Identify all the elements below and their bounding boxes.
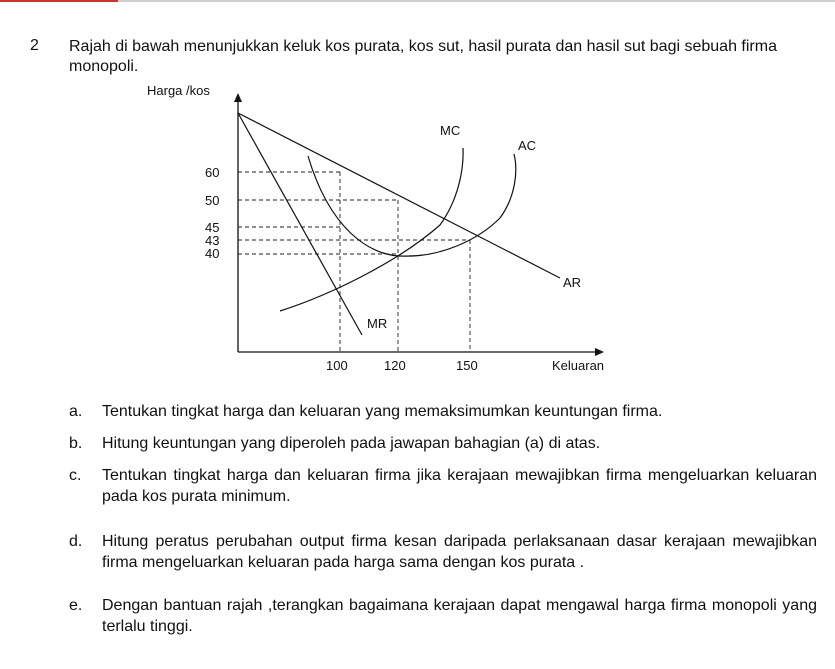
y-tick-50: 50: [205, 193, 220, 208]
ac-curve: [308, 154, 516, 256]
sub-question-label: d.: [69, 533, 83, 550]
x-tick-150: 150: [456, 358, 478, 373]
sub-question-a: [69, 401, 817, 422]
mr-curve: [238, 113, 362, 335]
question-number: 2: [30, 37, 39, 54]
sub-question-c: [69, 465, 817, 507]
sub-question-d: [69, 531, 817, 573]
ac-label: AC: [518, 138, 537, 153]
x-axis-arrow: [595, 348, 604, 356]
x-axis-label: Keluaran: [552, 358, 605, 373]
sub-question-label: e.: [69, 597, 83, 614]
ar-label: AR: [563, 275, 582, 290]
sub-question-text: Tentukan tingkat harga dan keluaran yang memaksimumkan keuntungan firma.: [102, 403, 663, 420]
y-tick-40: 40: [205, 246, 220, 261]
sub-question-label: a.: [69, 403, 83, 420]
y-axis-arrow: [234, 93, 242, 102]
y-tick-45: 45: [205, 220, 220, 235]
x-tick-100: 100: [326, 358, 348, 373]
sub-question-label: b.: [69, 435, 83, 452]
y-tick-60: 60: [205, 165, 220, 180]
mr-label: MR: [367, 316, 388, 331]
sub-question-e: [69, 595, 817, 637]
y-axis-label: Harga /kos: [147, 83, 210, 98]
mc-curve: [280, 148, 463, 311]
sub-question-text: Hitung peratus perubahan output firma kesan daripada perlaksanaan dasar kerajaan mewajibkan firma mengeluarkan keluaran pada harga sama dengan kos purata .: [102, 533, 817, 571]
sub-question-text: Tentukan tingkat harga dan keluaran firma jika kerajaan mewajibkan firma mengeluarkan keluaran pada kos purata minimum.: [102, 467, 817, 505]
sub-question-label: c.: [69, 467, 82, 484]
sub-question-b: [69, 433, 817, 454]
sub-question-text: Hitung keuntungan yang diperoleh pada jawapan bahagian (a) di atas.: [102, 435, 601, 452]
question-text: Rajah di bawah menunjukkan keluk kos purata, kos sut, hasil purata dan hasil sut bagi sebuah firma monopoli.: [69, 38, 777, 75]
y-tick-43: 43: [205, 233, 220, 248]
mc-label: MC: [440, 123, 461, 138]
sub-question-text: Dengan bantuan rajah ,terangkan bagaimana kerajaan dapat mengawal harga firma monopoli yang terlalu tinggi.: [102, 597, 817, 635]
x-tick-120: 120: [384, 358, 406, 373]
